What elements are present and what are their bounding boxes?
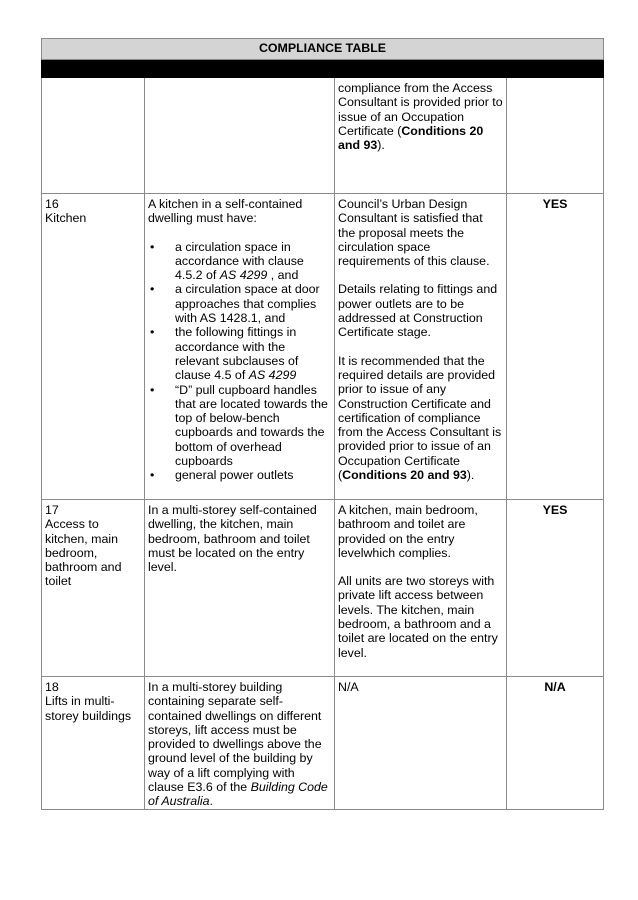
list-item: • a circulation space in accordance with clause 4.5.2 of AS 4299 , and (150, 239, 304, 283)
header-cell (42, 60, 145, 78)
requirement-text: In a multi-storey self-contained dwelling, the kitchen, main bedroom, bathroom and toilet must be located on the entry level. (148, 503, 317, 575)
table-title: COMPLIANCE TABLE (42, 39, 604, 60)
requirement-cell (145, 677, 335, 810)
header-cell (507, 60, 604, 78)
header-bar (42, 60, 604, 78)
requirement-cell (145, 78, 335, 194)
requirement-intro: A kitchen in a self-contained dwelling must have: (148, 197, 303, 226)
compliance-cell (507, 78, 604, 194)
list-item: • “D” pull cupboard handles that are located towards the top of below-bench cupboards and towards the bottom of overhead cupboards (150, 382, 328, 469)
control-cell (42, 78, 145, 194)
header-cell (335, 60, 507, 78)
control-cell (42, 677, 145, 810)
table-row (42, 500, 604, 677)
control-name: Kitchen (45, 211, 87, 226)
table-row (42, 78, 604, 194)
control-cell (42, 194, 145, 500)
requirement-cell (145, 500, 335, 677)
assessment-cell: compliance from the Access Consultant is provided prior to issue of an Occupation Certificate (Conditions 20 and 93). (335, 78, 507, 194)
control-cell (42, 500, 145, 677)
requirement-list (148, 240, 331, 483)
compliance-value: N/A (507, 677, 604, 810)
assessment-cell (335, 194, 507, 500)
assessment-cell (335, 500, 507, 677)
control-number: 18 (45, 680, 59, 694)
control-name: Access to kitchen, main bedroom, bathroom and toilet (45, 517, 122, 589)
assessment-paragraph: It is recommended that the required details are provided prior to issue of any Construction Certificate and certification of compliance from the Access Consultant is provided prior to issue of an Occupation Certificate (Conditions 20 and 93). (338, 353, 502, 483)
compliance-table (41, 38, 604, 810)
compliance-value: YES (507, 194, 604, 500)
assessment-paragraph: All units are two storeys with private lift access between levels. The kitchen, main bedroom, a bathroom and a toilet are located on the entry level. (338, 574, 498, 660)
requirement-text: In a multi-storey building containing separate self-contained dwellings on different storeys, lift access must be provided to dwellings above the ground level of the building by way of a lift complying with clause E3.6 of the Building Code of Australia. (148, 680, 328, 809)
assessment-cell: N/A (335, 677, 507, 810)
assessment-paragraph: Council’s Urban Design Consultant is satisfied that the proposal meets the circulation space requirements of this clause. (338, 197, 490, 269)
assessment-paragraph: A kitchen, main bedroom, bathroom and toilet are provided on the entry levelwhich complies. (338, 503, 478, 560)
header-cell (145, 60, 335, 78)
control-number: 16 (45, 197, 59, 211)
list-item: • a circulation space at door approaches that complies with AS 1428.1, and (150, 282, 320, 326)
table-row (42, 194, 604, 500)
compliance-value: YES (507, 500, 604, 677)
control-name: Lifts in multi-storey buildings (45, 694, 132, 723)
table-title-row (42, 39, 604, 60)
control-number: 17 (45, 503, 59, 517)
table-row (42, 677, 604, 810)
list-item: • general power outlets (150, 468, 294, 483)
requirement-cell (145, 194, 335, 500)
assessment-paragraph: Details relating to fittings and power outlets are to be addressed at Construction Certificate stage. (338, 282, 498, 340)
list-item: • the following fittings in accordance with the relevant subclauses of clause 4.5 of AS 4299 (150, 325, 299, 383)
